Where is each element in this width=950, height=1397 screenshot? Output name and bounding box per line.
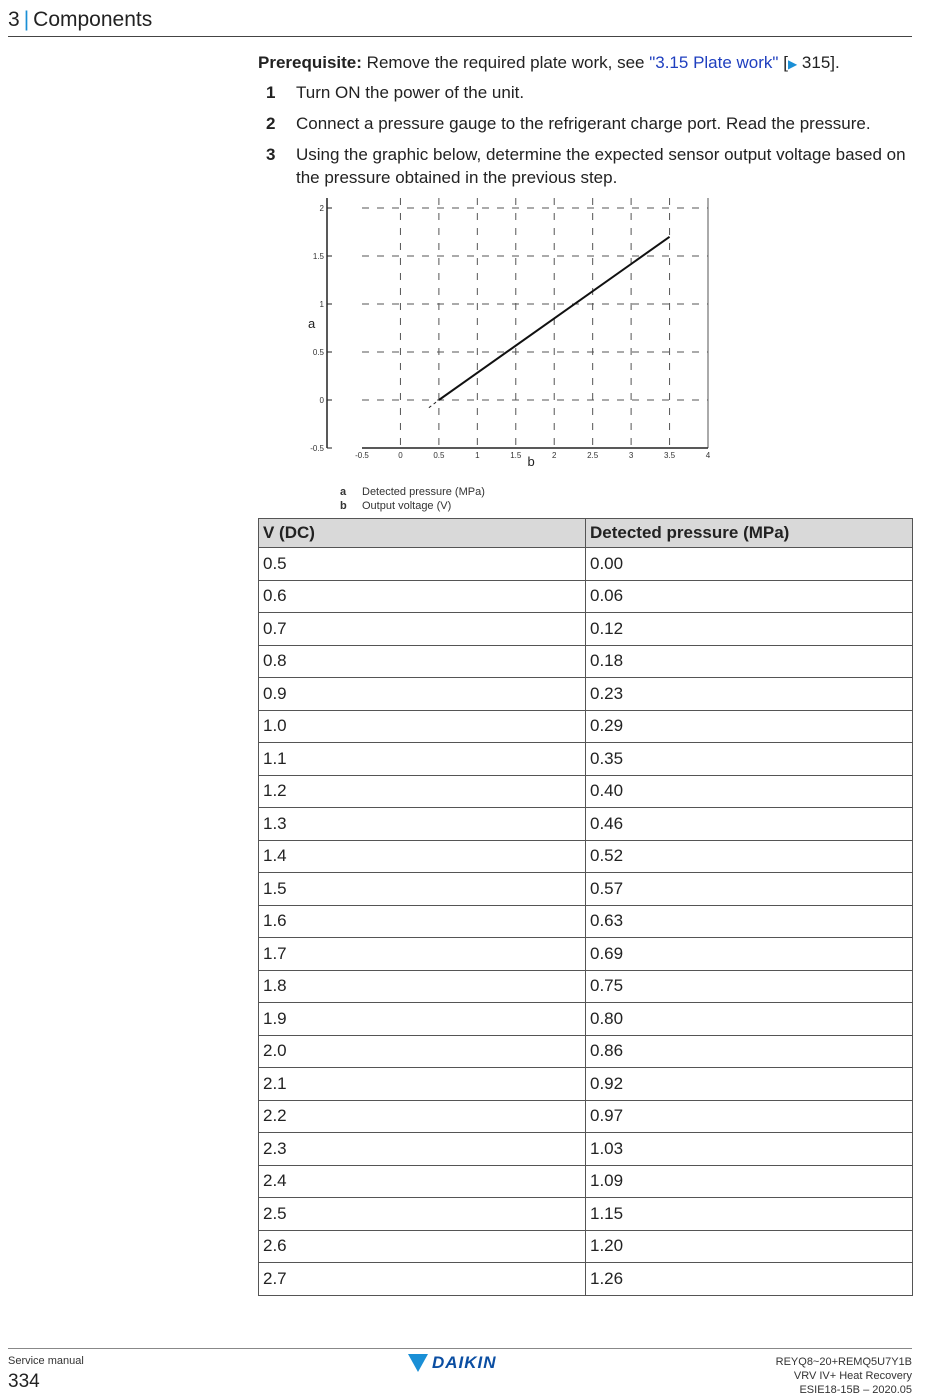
legend-key: b	[340, 500, 347, 512]
pressure-cell: 0.63	[586, 905, 913, 938]
legend-row-a	[340, 485, 485, 499]
doc-info	[776, 1355, 912, 1397]
pressure-cell: 0.35	[586, 743, 913, 776]
voltage-cell: 1.6	[259, 905, 586, 938]
voltage-cell: 1.1	[259, 743, 586, 776]
table-row	[259, 1003, 913, 1036]
step-text: Connect a pressure gauge to the refrigerant charge port. Read the pressure.	[296, 114, 871, 133]
table-row	[259, 678, 913, 711]
voltage-cell: 1.7	[259, 938, 586, 971]
pressure-cell: 0.75	[586, 970, 913, 1003]
table-row	[259, 808, 913, 841]
legend-row-b	[340, 499, 485, 513]
voltage-cell: 0.5	[259, 548, 586, 581]
table-row	[259, 645, 913, 678]
pressure-cell: 0.00	[586, 548, 913, 581]
legend-text: Detected pressure (MPa)	[362, 486, 485, 498]
voltage-cell: 1.2	[259, 775, 586, 808]
bracket-close: ].	[830, 53, 840, 72]
pressure-cell: 1.20	[586, 1230, 913, 1263]
header-separator: |	[23, 8, 30, 31]
daikin-logo-icon	[408, 1354, 428, 1372]
daikin-logo	[408, 1353, 497, 1373]
x-tick-label: 3	[628, 451, 634, 460]
voltage-cell: 2.1	[259, 1068, 586, 1101]
y-axis-label: a	[308, 316, 316, 332]
pressure-cell: 0.06	[586, 580, 913, 613]
voltage-cell: 2.4	[259, 1165, 586, 1198]
table-row	[259, 873, 913, 906]
main-content	[258, 50, 914, 197]
voltage-cell: 2.5	[259, 1198, 586, 1231]
page-ref[interactable]: 315	[801, 53, 831, 72]
pressure-cell: 0.97	[586, 1100, 913, 1133]
voltage-cell: 1.4	[259, 840, 586, 873]
table-row	[259, 548, 913, 581]
pressure-cell: 0.57	[586, 873, 913, 906]
voltage-cell: 1.9	[259, 1003, 586, 1036]
pressure-cell: 1.09	[586, 1165, 913, 1198]
voltage-cell: 2.6	[259, 1230, 586, 1263]
table-row	[259, 938, 913, 971]
voltage-cell: 1.0	[259, 710, 586, 743]
legend-text: Output voltage (V)	[362, 500, 452, 512]
pressure-cell: 1.15	[586, 1198, 913, 1231]
chart-legend	[340, 485, 485, 513]
table-row	[259, 1198, 913, 1231]
pressure-cell: 0.52	[586, 840, 913, 873]
pressure-cell: 0.92	[586, 1068, 913, 1101]
table-row	[259, 1068, 913, 1101]
step-item	[258, 112, 914, 135]
chart-svg	[300, 196, 720, 466]
table-row	[259, 1165, 913, 1198]
chapter-number: 3	[8, 8, 20, 31]
pressure-cell: 0.86	[586, 1035, 913, 1068]
voltage-cell: 1.8	[259, 970, 586, 1003]
table-row	[259, 743, 913, 776]
line-extension	[429, 400, 439, 408]
x-axis-label: b	[527, 454, 535, 466]
voltage-cell: 0.6	[259, 580, 586, 613]
y-tick-label: 0	[319, 396, 324, 405]
pressure-cell: 0.80	[586, 1003, 913, 1036]
column-header-pressure: Detected pressure (MPa)	[586, 519, 913, 548]
voltage-cell: 2.0	[259, 1035, 586, 1068]
brand-name: DAIKIN	[432, 1353, 497, 1372]
prerequisite-label: Prerequisite:	[258, 53, 362, 72]
x-tick-label: -0.5	[355, 451, 369, 460]
y-tick-label: 0.5	[312, 348, 324, 357]
voltage-cell: 0.7	[259, 613, 586, 646]
pressure-cell: 0.69	[586, 938, 913, 971]
x-tick-label: 2.5	[587, 451, 599, 460]
table-row	[259, 1100, 913, 1133]
bracket-open: [	[783, 53, 788, 72]
voltage-cell: 2.2	[259, 1100, 586, 1133]
table-header-row	[259, 519, 913, 548]
step-number: 3	[266, 145, 276, 164]
model-number: REYQ8~20+REMQ5U7Y1B	[775, 1356, 912, 1368]
voltage-cell: 2.3	[259, 1133, 586, 1166]
y-tick-label: -0.5	[310, 444, 324, 453]
table-row	[259, 970, 913, 1003]
page-ref-arrow-icon: ▶	[787, 57, 798, 71]
table-row	[259, 775, 913, 808]
column-header-voltage: V (DC)	[259, 519, 586, 548]
voltage-cell: 1.3	[259, 808, 586, 841]
product-name: VRV IV+ Heat Recovery	[793, 1370, 912, 1382]
table-row	[259, 905, 913, 938]
table-row	[259, 1035, 913, 1068]
doc-type: Service manual	[8, 1355, 84, 1367]
x-tick-label: 3.5	[663, 451, 676, 460]
pressure-cell: 1.03	[586, 1133, 913, 1166]
page-header	[8, 6, 912, 37]
pressure-cell: 0.12	[586, 613, 913, 646]
step-number: 1	[266, 83, 276, 102]
page-footer	[8, 1348, 912, 1395]
table-row	[259, 1230, 913, 1263]
x-tick-label: 0	[398, 451, 403, 460]
table-row	[259, 613, 913, 646]
y-tick-label: 1.5	[312, 252, 324, 261]
step-text: Using the graphic below, determine the expected sensor output voltage based on the pressure obtained in the previous step.	[296, 145, 906, 187]
voltage-cell: 0.9	[259, 678, 586, 711]
table-row	[259, 580, 913, 613]
chapter-title: Components	[33, 8, 153, 31]
voltage-cell: 1.5	[259, 873, 586, 906]
step-number: 2	[266, 114, 276, 133]
pressure-voltage-chart	[300, 196, 720, 466]
pressure-cell: 0.29	[586, 710, 913, 743]
pressure-cell: 0.18	[586, 645, 913, 678]
pressure-cell: 0.40	[586, 775, 913, 808]
voltage-cell: 0.8	[259, 645, 586, 678]
x-tick-label: 1	[475, 451, 480, 460]
step-item	[258, 143, 914, 189]
page-number: 334	[8, 1371, 40, 1392]
table-row	[259, 1263, 913, 1296]
x-tick-label: 0.5	[433, 451, 445, 460]
table-row	[259, 710, 913, 743]
x-tick-label: 2	[551, 451, 557, 460]
voltage-pressure-table	[258, 518, 913, 1296]
x-tick-label: 4	[705, 451, 711, 460]
prerequisite-text: Remove the required plate work, see	[366, 53, 645, 72]
x-tick-label: 1.5	[510, 451, 522, 460]
pressure-cell: 1.26	[586, 1263, 913, 1296]
step-text: Turn ON the power of the unit.	[296, 83, 525, 102]
step-list	[258, 81, 914, 189]
y-tick-label: 1	[319, 300, 324, 309]
document-id: ESIE18-15B – 2020.05	[799, 1384, 912, 1396]
pressure-cell: 0.46	[586, 808, 913, 841]
pressure-cell: 0.23	[586, 678, 913, 711]
plate-work-link[interactable]: "3.15 Plate work"	[649, 53, 779, 72]
step-item	[258, 81, 914, 104]
table-row	[259, 840, 913, 873]
prerequisite	[258, 50, 914, 77]
y-tick-label: 2	[319, 204, 324, 213]
legend-key: a	[340, 486, 347, 498]
table-row	[259, 1133, 913, 1166]
voltage-cell: 2.7	[259, 1263, 586, 1296]
